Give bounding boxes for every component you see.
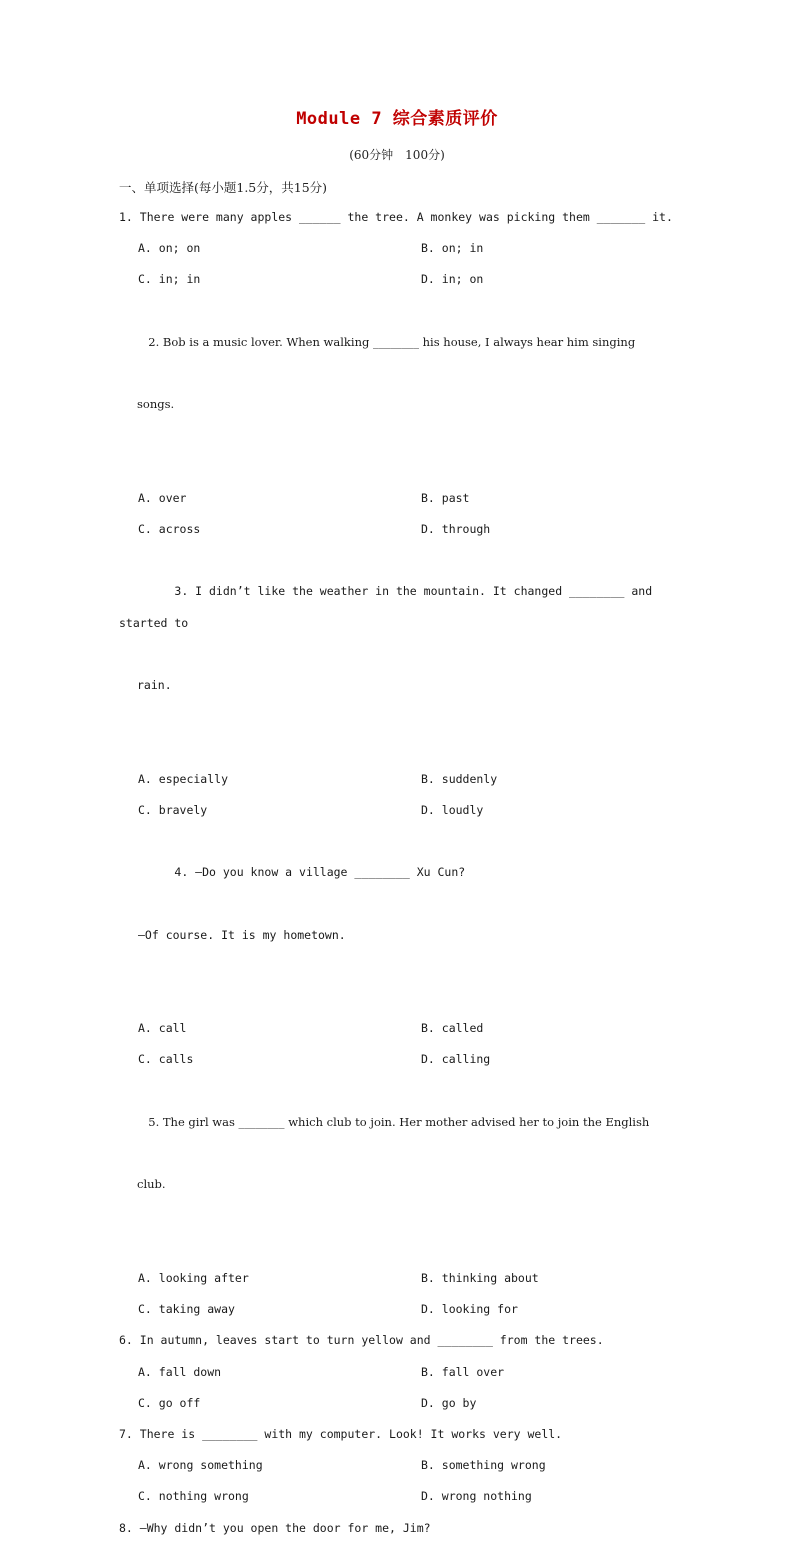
option-d: D. wrong nothing bbox=[421, 1489, 532, 1504]
option-c: C. taking away bbox=[138, 1302, 235, 1317]
question-stem bbox=[119, 296, 679, 483]
option-d: D. loudly bbox=[421, 802, 484, 817]
question-stem bbox=[119, 545, 679, 763]
option-c: C. nothing wrong bbox=[138, 1489, 249, 1504]
option-grid bbox=[119, 1450, 679, 1512]
option-c: C. calls bbox=[138, 1052, 194, 1067]
question-4 bbox=[119, 826, 679, 1076]
option-b: B. on; in bbox=[421, 241, 484, 256]
question-3 bbox=[119, 545, 679, 826]
option-grid bbox=[119, 1357, 679, 1419]
option-a: A. looking after bbox=[138, 1270, 249, 1285]
option-grid bbox=[119, 483, 679, 545]
question-stem-line: 3. I didn’t like the weather in the mountain. It changed ________ and started to bbox=[119, 584, 660, 630]
question-stem: 7. There is ________ with my computer. Look! It works very well. bbox=[119, 1426, 563, 1441]
question-stem bbox=[119, 1076, 679, 1263]
question-8 bbox=[119, 1513, 679, 1544]
option-grid bbox=[119, 1013, 679, 1075]
option-c: C. go off bbox=[138, 1395, 201, 1410]
page-subtitle: (60分钟 100分) bbox=[349, 148, 445, 162]
option-grid bbox=[119, 233, 679, 295]
option-c: C. in; in bbox=[138, 272, 201, 287]
question-stem-line: 4. —Do you know a village ________ Xu Cun? bbox=[174, 865, 466, 880]
question-2 bbox=[119, 296, 679, 546]
option-a: A. over bbox=[138, 490, 187, 505]
question-stem-line: club. bbox=[137, 1177, 166, 1192]
option-a: A. especially bbox=[138, 771, 229, 786]
page-title: Module 7 综合素质评价 bbox=[296, 109, 498, 129]
question-stem-line: 2. Bob is a music lover. When walking ________ his house, I always hear him singing bbox=[148, 334, 636, 349]
question-stem: 8. —Why didn’t you open the door for me, Jim? bbox=[119, 1520, 431, 1535]
question-stem-line: rain. bbox=[137, 678, 172, 693]
option-d: D. in; on bbox=[421, 272, 484, 287]
question-stem-line: songs. bbox=[137, 397, 175, 412]
question-5 bbox=[119, 1076, 679, 1326]
option-b: B. past bbox=[421, 490, 470, 505]
option-a: A. call bbox=[138, 1021, 187, 1036]
question-list bbox=[119, 202, 679, 1544]
option-a: A. wrong something bbox=[138, 1458, 263, 1473]
question-stem: 1. There were many apples ______ the tree. A monkey was picking them _______ it. bbox=[119, 210, 673, 224]
option-a: A. fall down bbox=[138, 1364, 222, 1379]
option-grid bbox=[119, 764, 679, 826]
option-grid bbox=[119, 1263, 679, 1325]
question-stem-line: 5. The girl was ________ which club to join. Her mother advised her to join the English bbox=[148, 1114, 650, 1129]
option-b: B. thinking about bbox=[421, 1270, 539, 1285]
option-c: C. across bbox=[138, 522, 201, 537]
section-heading: 一、单项选择(每小题1.5分，共15分) bbox=[119, 180, 328, 195]
option-b: B. something wrong bbox=[421, 1458, 546, 1473]
option-d: D. looking for bbox=[421, 1302, 518, 1317]
option-d: D. through bbox=[421, 522, 491, 537]
option-b: B. called bbox=[421, 1021, 484, 1036]
question-stem-line: —Of course. It is my hometown. bbox=[138, 927, 346, 942]
option-a: A. on; on bbox=[138, 241, 201, 256]
option-d: D. go by bbox=[421, 1395, 477, 1410]
option-b: B. suddenly bbox=[421, 771, 498, 786]
option-c: C. bravely bbox=[138, 802, 208, 817]
question-6 bbox=[119, 1325, 679, 1419]
option-b: B. fall over bbox=[421, 1364, 505, 1379]
option-d: D. calling bbox=[421, 1052, 491, 1067]
question-7 bbox=[119, 1419, 679, 1513]
question-stem bbox=[119, 826, 679, 1013]
question-1 bbox=[119, 202, 679, 296]
question-stem: 6. In autumn, leaves start to turn yellow and ________ from the trees. bbox=[119, 1333, 604, 1348]
